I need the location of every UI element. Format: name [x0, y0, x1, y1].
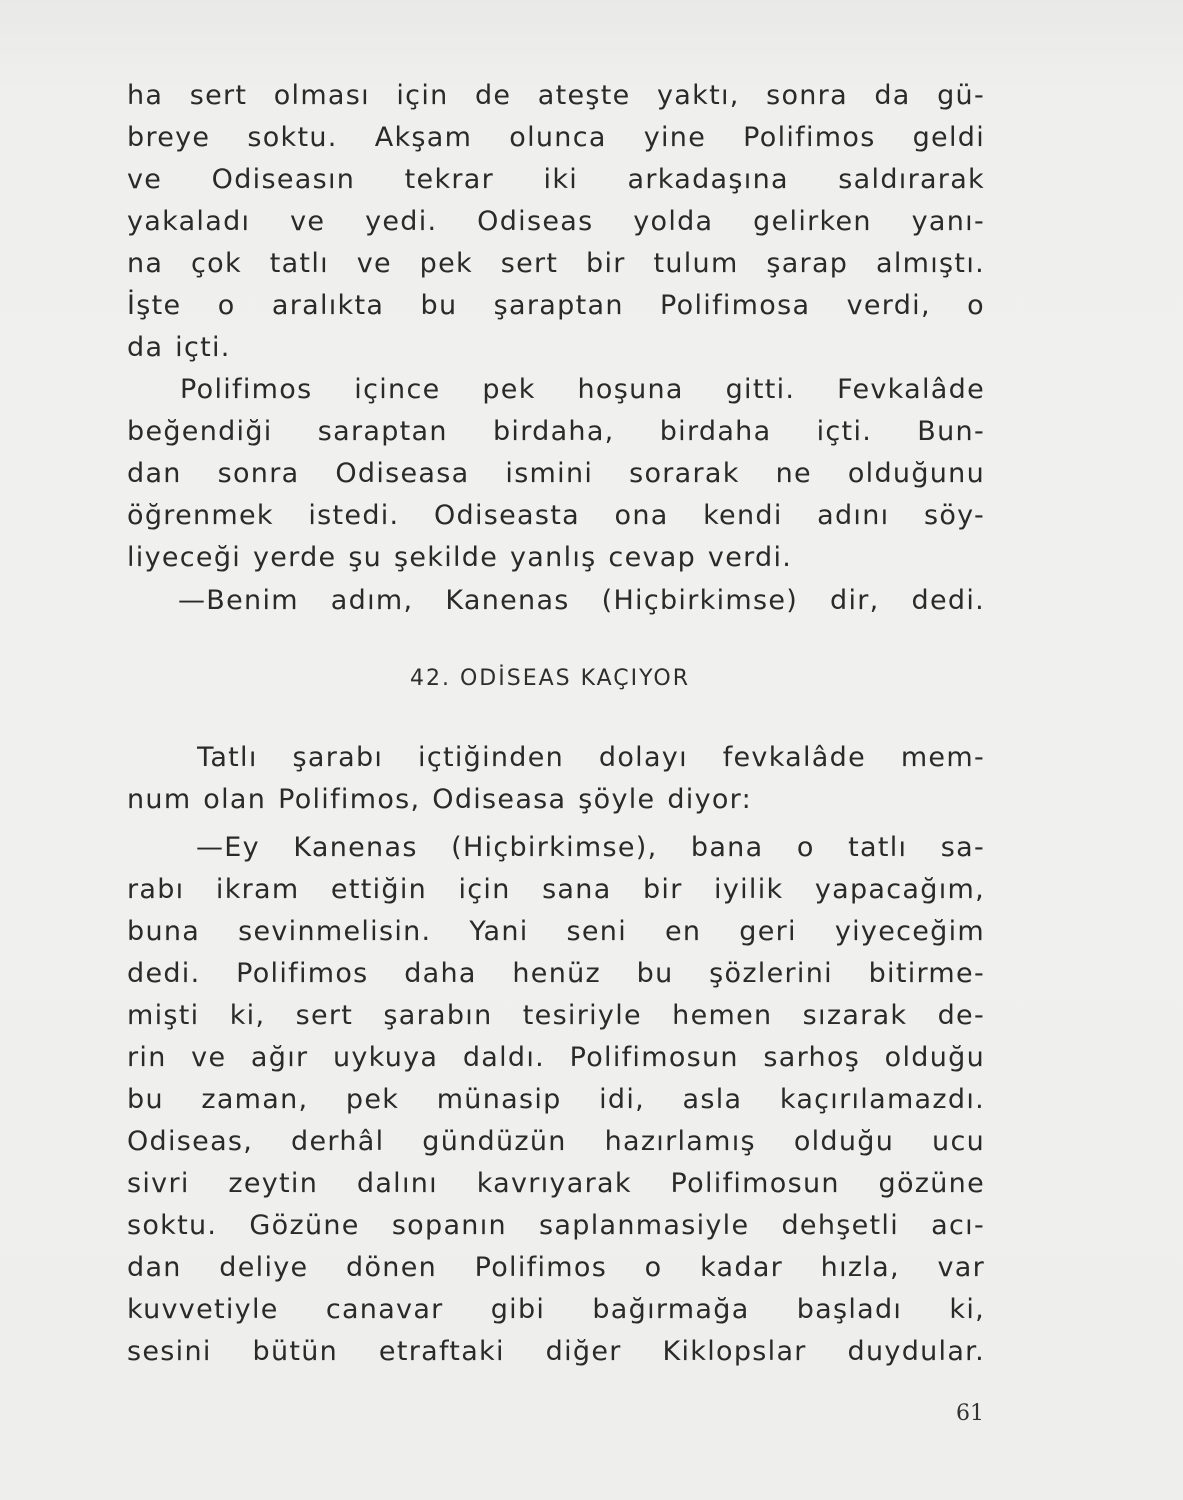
- text-line: na çok tatlı ve pek sert bir tulum şarap almıştı.: [127, 248, 985, 279]
- text-line: da içti.: [127, 332, 231, 363]
- text-line: sivri zeytin dalını kavrıyarak Polifimosun gözüne: [127, 1168, 985, 1199]
- text-line: rin ve ağır uykuya daldı. Polifimosun sarhoş olduğu: [127, 1042, 985, 1073]
- text-line: buna sevinmelisin. Yani seni en geri yiyeceğim: [127, 916, 985, 947]
- text-line: liyeceği yerde şu şekilde yanlış cevap verdi.: [127, 542, 793, 573]
- text-line: dedi. Polifimos daha henüz bu şözlerini bitirme-: [127, 958, 985, 989]
- text-line: Odiseas, derhâl gündüzün hazırlamış olduğu ucu: [127, 1126, 985, 1157]
- text-line: sesini bütün etraftaki diğer Kiklopslar duydular.: [127, 1336, 985, 1367]
- dialog-line: —Ey Kanenas (Hiçbirkimse), bana o tatlı sa-: [196, 832, 985, 863]
- text-line: soktu. Gözüne sopanın saplanmasiyle dehşetli acı-: [127, 1210, 985, 1241]
- text-line: Polifimos içince pek hoşuna gitti. Fevkalâde: [180, 374, 985, 405]
- text-line: ve Odiseasın tekrar iki arkadaşına saldırarak: [127, 164, 985, 195]
- page-number: 61: [956, 1401, 984, 1426]
- text-line: ha sert olması için de ateşte yaktı, sonra da gü-: [127, 80, 985, 111]
- text-line: kuvvetiyle canavar gibi bağırmağa başladı ki,: [127, 1294, 985, 1325]
- text-line: Tatlı şarabı içtiğinden dolayı fevkalâde mem-: [197, 742, 985, 773]
- text-line: rabı ikram ettiğin için sana bir iyilik yapacağım,: [127, 874, 985, 905]
- text-line: breye soktu. Akşam olunca yine Polifimos geldi: [127, 122, 985, 153]
- text-line: İşte o aralıkta bu şaraptan Polifimosa verdi, o: [127, 290, 985, 321]
- section-heading: 42. ODİSEAS KAÇIYOR: [410, 666, 690, 691]
- text-line: bu zaman, pek münasip idi, asla kaçırılamazdı.: [127, 1084, 985, 1115]
- text-line: öğrenmek istedi. Odiseasta ona kendi adını söy-: [127, 500, 985, 531]
- text-line: dan deliye dönen Polifimos o kadar hızla, var: [127, 1252, 985, 1283]
- text-line: mişti ki, sert şarabın tesiriyle hemen sızarak de-: [127, 1000, 985, 1031]
- dialog-line: —Benim adım, Kanenas (Hiçbirkimse) dir, dedi.: [178, 585, 985, 616]
- text-line: dan sonra Odiseasa ismini sorarak ne olduğunu: [127, 458, 985, 489]
- text-line: yakaladı ve yedi. Odiseas yolda gelirken yanı-: [127, 206, 985, 237]
- text-line: num olan Polifimos, Odiseasa şöyle diyor:: [127, 784, 752, 815]
- text-line: beğendiği saraptan birdaha, birdaha içti. Bun-: [127, 416, 985, 447]
